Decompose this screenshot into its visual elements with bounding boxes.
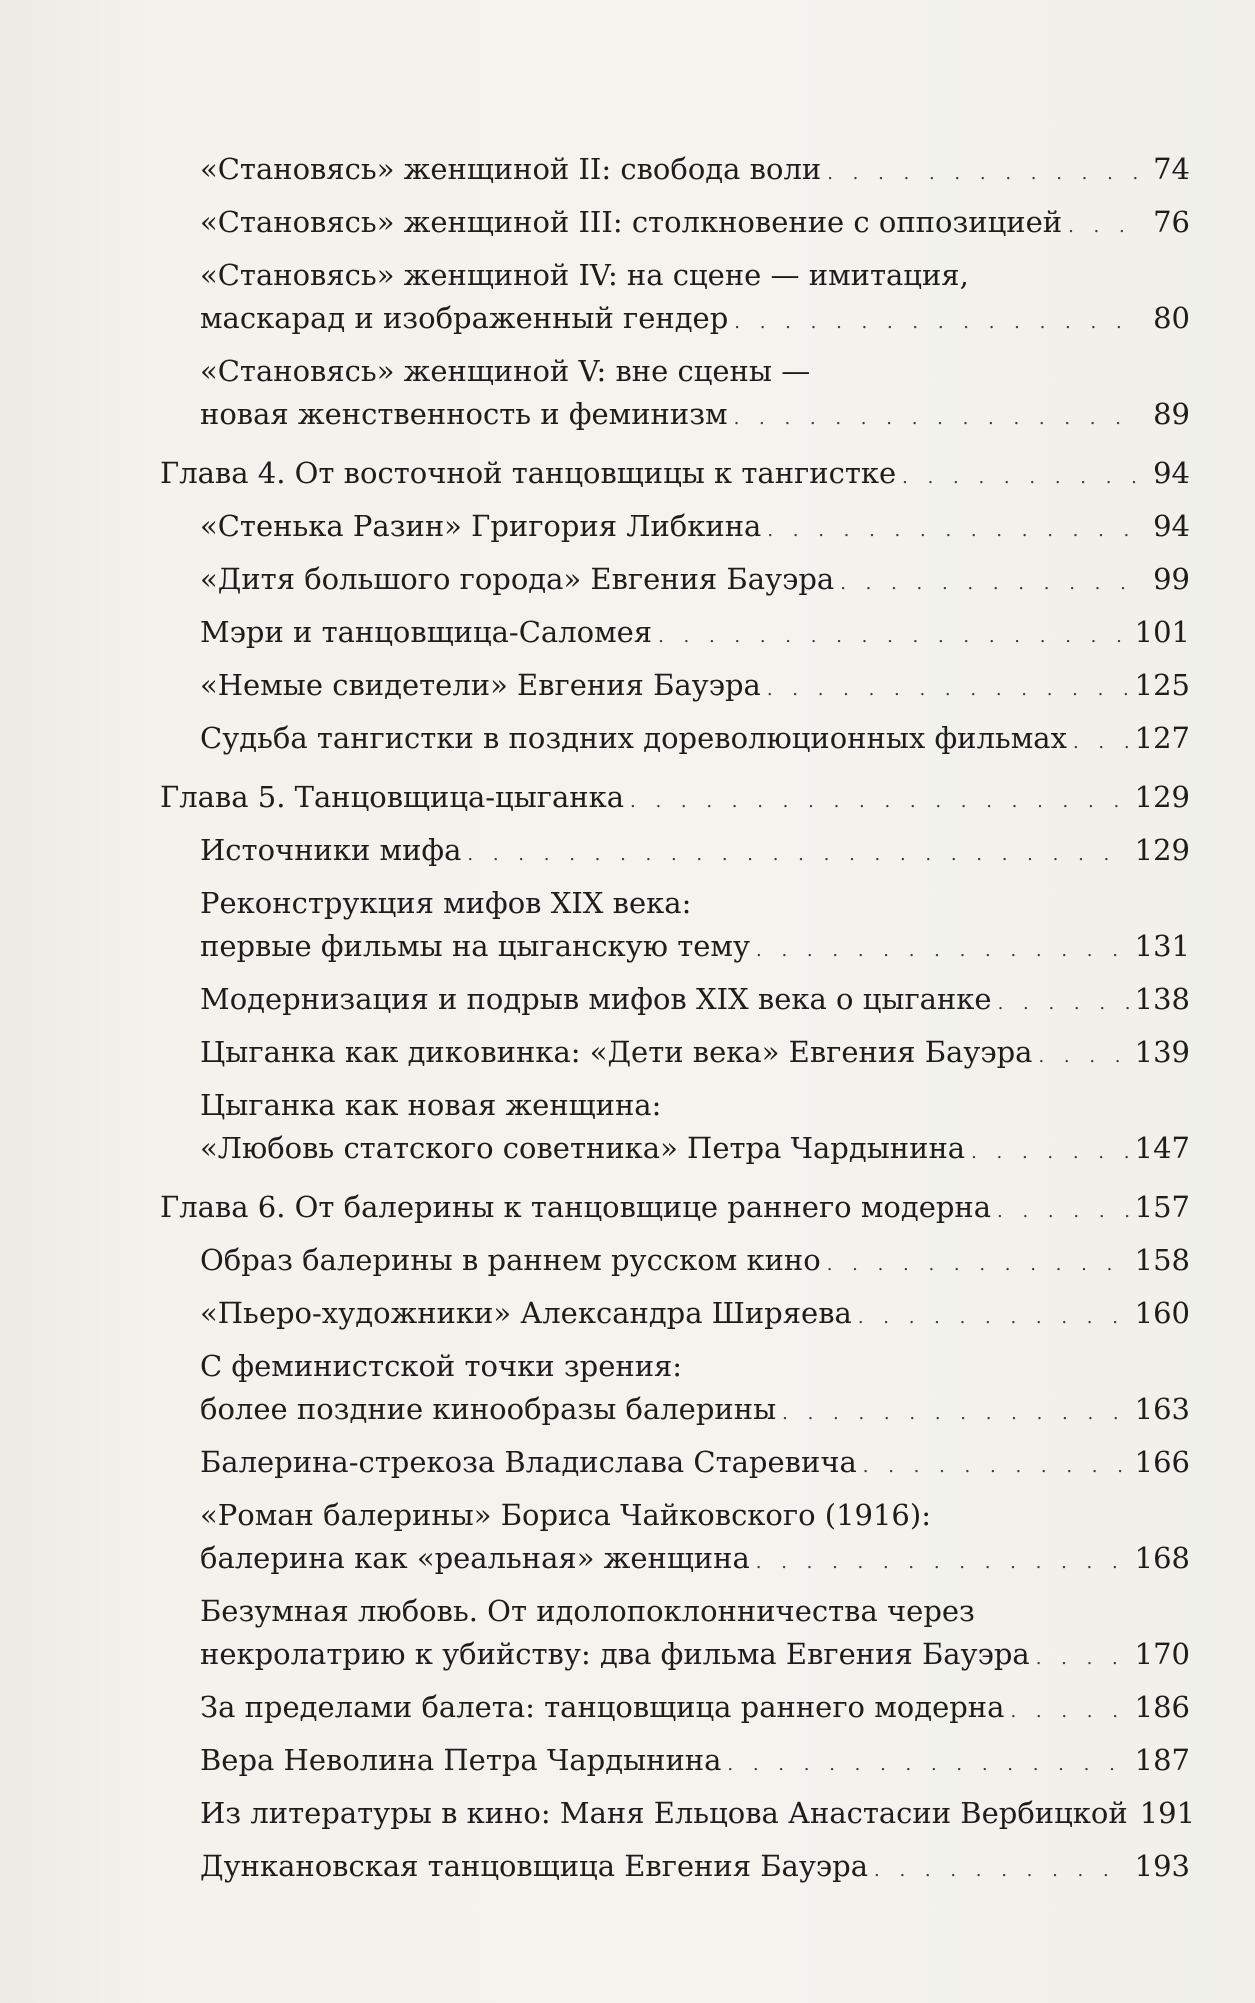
toc-section-entry — [200, 350, 1190, 440]
toc-entry-title-line: Вера Неволина Петра Чардынина — [200, 1743, 722, 1777]
toc-entry-title-line: Балерина-стрекоза Владислава Старевича — [200, 1445, 857, 1479]
toc-entry-title-line: более поздние кинообразы балерины — [200, 1392, 777, 1426]
toc-entry-title-line: За пределами балета: танцовщица раннего модерна — [200, 1690, 1005, 1724]
toc-page-number: 170 — [1134, 1637, 1190, 1671]
toc-entry-title-line: Модернизация и подрыв мифов XIX века о цыганке — [200, 982, 992, 1016]
toc-section-entry — [200, 1031, 1190, 1078]
dot-leader — [767, 509, 1142, 552]
toc-entry-line — [200, 1441, 1190, 1488]
toc-entry-title-line: Безумная любовь. От идолопоклонничества через — [200, 1594, 975, 1628]
toc-page-number: 76 — [1153, 205, 1190, 239]
toc-page-number: 131 — [1134, 929, 1190, 963]
toc-entry-title-line: С феминистской точки зрения: — [200, 1349, 683, 1383]
dot-leader — [782, 1392, 1128, 1435]
dot-leader — [902, 456, 1142, 499]
toc-entry-title-line: «Становясь» женщиной III: столкновение с оппозицией — [200, 205, 1063, 239]
dot-leader — [1073, 721, 1129, 764]
toc-entry-line — [160, 776, 1190, 823]
toc-page-number: 138 — [1134, 982, 1190, 1016]
toc-entry-title-line: «Становясь» женщиной IV: на сцене — имитация, — [200, 258, 969, 292]
toc-chapter-entry — [160, 1186, 1190, 1233]
table-of-contents — [160, 148, 1196, 1892]
dot-leader — [630, 780, 1129, 823]
toc-entry-title-line: Глава 4. От восточной танцовщицы к тангистке — [160, 456, 897, 490]
toc-entry-title-line: Источники мифа — [200, 833, 462, 867]
toc-section-entry — [200, 1494, 1190, 1584]
toc-entry-line — [200, 664, 1190, 711]
toc-entry-title-line: новая женственность и феминизм — [200, 397, 728, 431]
toc-page-number: 157 — [1134, 1190, 1190, 1224]
toc-section-entry — [200, 1845, 1190, 1892]
toc-entry-line — [200, 1739, 1190, 1786]
toc-entry-line — [200, 1239, 1190, 1286]
toc-section-entry — [200, 829, 1190, 876]
dot-leader — [1038, 1035, 1128, 1078]
toc-section-entry — [200, 1686, 1190, 1733]
dot-leader — [998, 982, 1129, 1025]
toc-entry-line — [160, 1186, 1190, 1233]
toc-entry-line — [200, 1845, 1190, 1892]
toc-section-entry — [200, 1441, 1190, 1488]
toc-section-entry — [200, 978, 1190, 1025]
toc-page-number: 129 — [1134, 833, 1190, 867]
toc-section-entry — [200, 148, 1190, 195]
toc-entry-title-line: «Стенька Разин» Григория Либкина — [200, 509, 762, 543]
toc-page-number: 187 — [1134, 1743, 1190, 1777]
toc-entry-title-line: Глава 5. Танцовщица-цыганка — [160, 780, 625, 814]
toc-entry-line — [200, 201, 1190, 248]
toc-entry-title-line: Цыганка как диковинка: «Дети века» Евгения Бауэра — [200, 1035, 1033, 1069]
toc-entry-title-line: «Пьеро-художники» Александра Ширяева — [200, 1296, 852, 1330]
toc-page-number: 80 — [1153, 301, 1190, 335]
dot-leader — [1036, 1637, 1129, 1680]
toc-entry-title-line: маскарад и изображенный гендер — [200, 301, 729, 335]
toc-page-number: 101 — [1134, 615, 1190, 649]
toc-entry-line — [200, 717, 1190, 764]
toc-entry-line — [200, 297, 1190, 344]
toc-section-entry — [200, 505, 1190, 552]
dot-leader — [971, 1131, 1129, 1174]
toc-page-number: 74 — [1153, 152, 1190, 186]
toc-entry-line — [200, 393, 1190, 440]
dot-leader — [727, 1743, 1128, 1786]
toc-entry-title-line: «Дитя большого города» Евгения Бауэра — [200, 562, 835, 596]
toc-entry-line — [200, 1292, 1190, 1339]
toc-entry-title-line: Образ балерины в раннем русском кино — [200, 1243, 821, 1277]
toc-page-number: 160 — [1134, 1296, 1190, 1330]
toc-page-number: 193 — [1134, 1849, 1190, 1883]
dot-leader — [1010, 1690, 1128, 1733]
toc-entry-line — [200, 829, 1190, 876]
toc-entry-line — [200, 1792, 1196, 1839]
toc-entry-line — [200, 1633, 1190, 1680]
toc-section-entry — [200, 1792, 1196, 1839]
toc-entry-title-line: «Становясь» женщиной II: свобода воли — [200, 152, 822, 186]
toc-page-number: 186 — [1134, 1690, 1190, 1724]
toc-chapter-entry — [160, 776, 1190, 823]
toc-page-number: 127 — [1134, 721, 1190, 755]
toc-section-entry — [200, 717, 1190, 764]
toc-page-number: 125 — [1134, 668, 1190, 702]
toc-section-entry — [200, 558, 1190, 605]
dot-leader — [467, 833, 1128, 876]
dot-leader — [863, 1445, 1129, 1488]
toc-page-number: 99 — [1153, 562, 1190, 596]
toc-page-number: 94 — [1153, 456, 1190, 490]
toc-section-entry — [200, 1590, 1190, 1680]
dot-leader — [1068, 205, 1142, 248]
toc-section-entry — [200, 201, 1190, 248]
toc-page-number: 191 — [1139, 1796, 1196, 1830]
toc-section-entry — [200, 1239, 1190, 1286]
toc-entry-title-line: Глава 6. От балерины к танцовщице раннего модерна — [160, 1190, 992, 1224]
toc-entry-line — [200, 611, 1190, 658]
toc-entry-title-line: Мэри и танцовщица-Саломея — [200, 615, 653, 649]
toc-entry-line — [200, 1686, 1190, 1733]
toc-page-number: 139 — [1134, 1035, 1190, 1069]
dot-leader — [827, 1243, 1129, 1286]
toc-entry-title-line: первые фильмы на цыганскую тему — [200, 929, 751, 963]
toc-section-entry — [200, 611, 1190, 658]
dot-leader — [997, 1190, 1129, 1233]
toc-section-entry — [200, 1084, 1190, 1174]
toc-entry-line — [200, 1127, 1190, 1174]
toc-page-number: 163 — [1134, 1392, 1190, 1426]
toc-page-number: 89 — [1153, 397, 1190, 431]
dot-leader — [734, 397, 1142, 440]
toc-page-number: 166 — [1134, 1445, 1190, 1479]
dot-leader — [756, 929, 1129, 972]
toc-page-number: 158 — [1134, 1243, 1190, 1277]
toc-chapter-entry — [160, 452, 1190, 499]
toc-section-entry — [200, 1739, 1190, 1786]
toc-entry-line — [200, 1031, 1190, 1078]
toc-entry-title-line: «Становясь» женщиной V: вне сцены — — [200, 354, 811, 388]
toc-entry-title-line: Реконструкция мифов XIX века: — [200, 886, 692, 920]
dot-leader — [734, 301, 1142, 344]
toc-entry-line — [160, 452, 1190, 499]
toc-entry-title-line: Судьба тангистки в поздних дореволюционных фильмах — [200, 721, 1067, 755]
dot-leader — [874, 1849, 1129, 1892]
toc-entry-title-line: «Роман балерины» Бориса Чайковского (1916): — [200, 1498, 931, 1532]
dot-leader — [756, 1541, 1129, 1584]
toc-entry-title-line: некролатрию к убийству: два фильма Евгения Бауэра — [200, 1637, 1030, 1671]
toc-entry-line — [200, 558, 1190, 605]
toc-entry-title-line: балерина как «реальная» женщина — [200, 1541, 750, 1575]
toc-entry-title-line: «Немые свидетели» Евгения Бауэра — [200, 668, 761, 702]
toc-entry-line — [200, 1388, 1190, 1435]
toc-entry-line — [200, 1537, 1190, 1584]
toc-section-entry — [200, 882, 1190, 972]
dot-leader — [658, 615, 1129, 658]
toc-section-entry — [200, 664, 1190, 711]
toc-entry-line — [200, 148, 1190, 195]
dot-leader — [767, 668, 1129, 711]
toc-page-number: 129 — [1134, 780, 1190, 814]
toc-entry-line — [200, 925, 1190, 972]
toc-section-entry — [200, 1292, 1190, 1339]
toc-entry-title-line: Дункановская танцовщица Евгения Бауэра — [200, 1849, 868, 1883]
toc-page-number: 168 — [1134, 1541, 1190, 1575]
toc-section-entry — [200, 254, 1190, 344]
dot-leader — [858, 1296, 1129, 1339]
toc-page-number: 147 — [1134, 1131, 1190, 1165]
toc-entry-line — [200, 505, 1190, 552]
toc-entry-line — [200, 978, 1190, 1025]
dot-leader — [840, 562, 1142, 605]
toc-section-entry — [200, 1345, 1190, 1435]
toc-entry-title-line: Из литературы в кино: Маня Ельцова Анастасии Вербицкой — [200, 1796, 1128, 1830]
toc-entry-title-line: «Любовь статского советника» Петра Чардынина — [200, 1131, 966, 1165]
toc-page-number: 94 — [1153, 509, 1190, 543]
toc-entry-title-line: Цыганка как новая женщина: — [200, 1088, 662, 1122]
dot-leader — [827, 152, 1142, 195]
